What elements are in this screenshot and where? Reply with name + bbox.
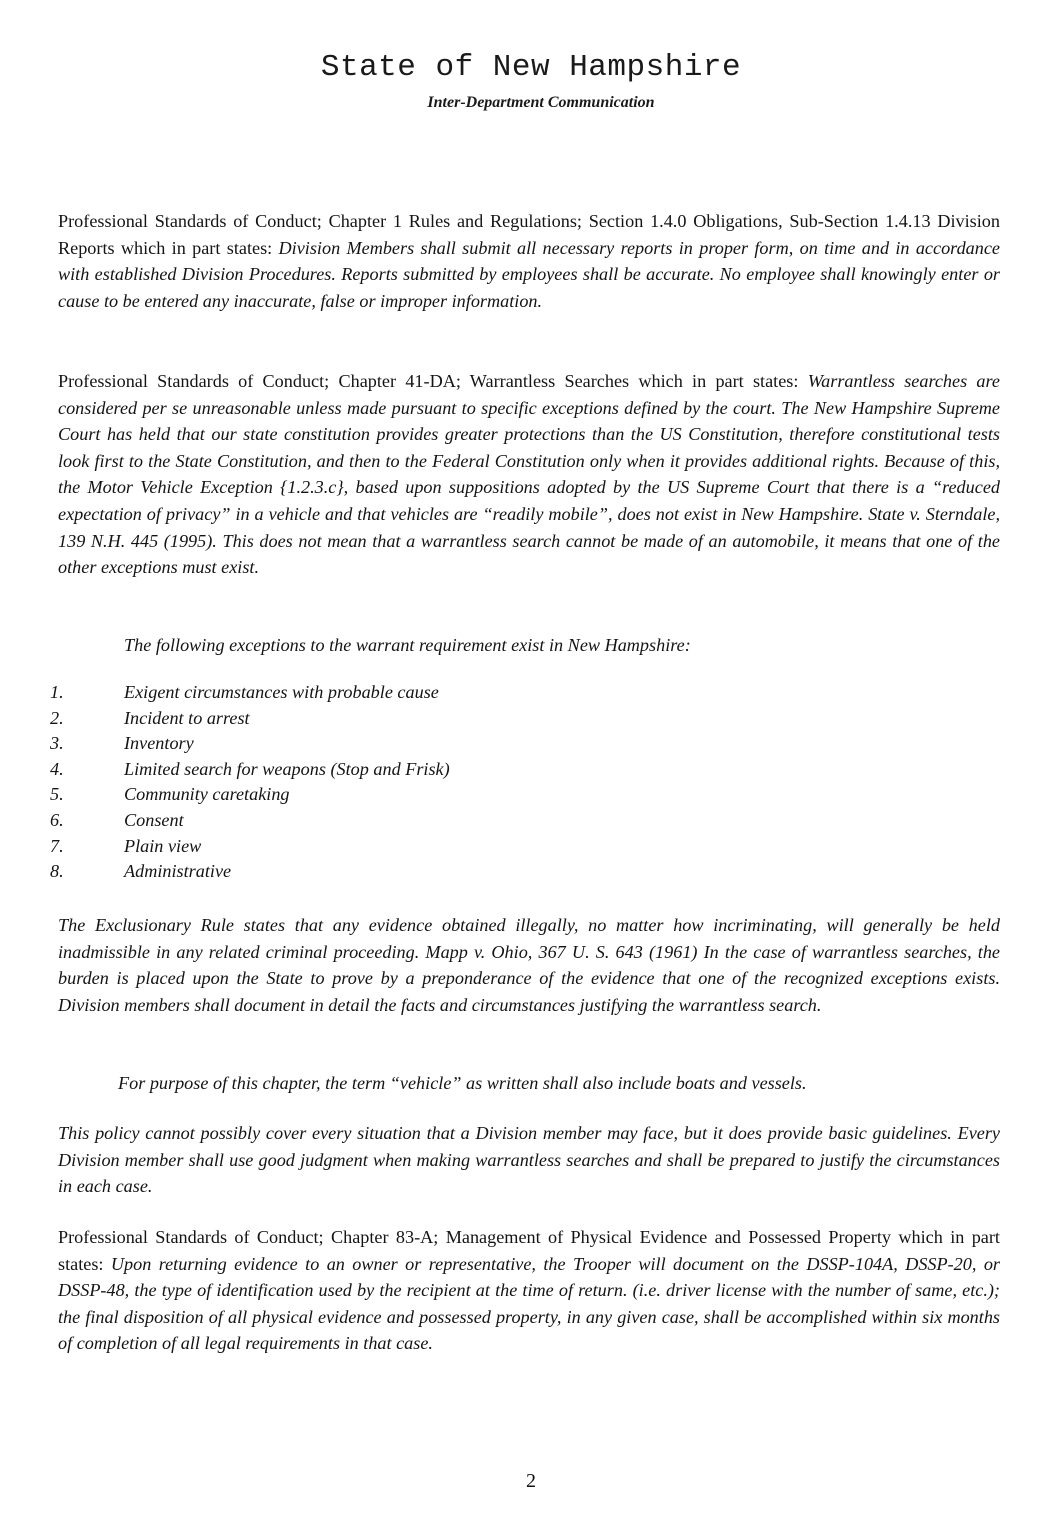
paragraph-quote: Division Members shall submit all necessary reports in proper form, on time and in accordance with established Division Procedures. Reports submitted by employees shall be accurate. No employee shall knowingly enter or cause to be entered any inaccurate, false or improper information. (58, 237, 1000, 311)
exceptions-list (50, 680, 750, 885)
paragraph-quote: Warrantless searches are considered per se unreasonable unless made pursuant to specific exceptions defined by the court. The New Hampshire Supreme Court has held that our state constitution provides greater protections than the US Constitution, therefore constitutional tests look first to the State Constitution, and then to the Federal Constitution only when it provides additional rights. Because of this, the Motor Vehicle Exception {1.2.3.c}, based upon suppositions adopted by the US Supreme Court that there is a “reduced expectation of privacy” in a vehicle and that vehicles are “readily mobile”, does not exist in New Hampshire. State v. Sterndale, 139 N.H. 445 (1995). This does not mean that a warrantless search cannot be made of an automobile, it means that one of the other exceptions must exist. (58, 371, 1000, 578)
list-item: 5. Community caretaking (50, 784, 290, 805)
list-item: 8. Administrative (50, 861, 232, 882)
page-number: 2 (526, 1470, 536, 1492)
vehicle-note: For purpose of this chapter, the term “vehicle” as written shall also include boats and vessels. (118, 1073, 807, 1093)
list-item: 2. Incident to arrest (50, 707, 250, 728)
paragraph-warrantless-searches (58, 368, 1000, 581)
paragraph-lead: Professional Standards of Conduct; Chapter 83-A; Management of Physical Evidence and Possessed Property which in part states: (58, 1227, 1000, 1274)
list-item: 3. Inventory (50, 733, 194, 754)
paragraph-physical-evidence (58, 1224, 1000, 1357)
paragraph-exclusionary-rule: The Exclusionary Rule states that any evidence obtained illegally, no matter how incriminating, will generally be held inadmissible in any related criminal proceeding. Mapp v. Ohio, 367 U. S. 643 (1961) In the case of warrantless searches, the burden is placed upon the State to prove by a preponderance of the evidence that one of the recognized exceptions exists. Division members shall document in detail the facts and circumstances justifying the warrantless search. (58, 915, 1000, 1015)
list-item: 4. Limited search for weapons (Stop and Frisk) (50, 758, 450, 779)
page-title: State of New Hampshire (320, 50, 742, 85)
list-item: 6. Consent (50, 809, 184, 830)
list-item: 7. Plain view (50, 835, 202, 856)
exceptions-intro: The following exceptions to the warrant requirement exist in New Hampshire: (124, 635, 691, 655)
paragraph-lead: Professional Standards of Conduct; Chapter 1 Rules and Regulations; Section 1.4.0 Obligations, Sub-Section 1.4.13 Division Reports which in part states: (58, 211, 1000, 258)
paragraph-lead: Professional Standards of Conduct; Chapter 41-DA; Warrantless Searches which in part states: (58, 371, 808, 391)
paragraph-policy-guidelines: This policy cannot possibly cover every situation that a Division member may face, but it does provide basic guidelines. Every Division member shall use good judgment when making warrantless searches and shall be prepared to justify the circumstances in each case. (58, 1123, 1000, 1197)
list-item: 1. Exigent circumstances with probable cause (50, 682, 439, 702)
page-subtitle: Inter-Department Communication (427, 94, 655, 111)
paragraph-quote: Upon returning evidence to an owner or representative, the Trooper will document on the DSSP-104A, DSSP-20, or DSSP-48, the type of identification used by the recipient at the time of return. (i.e. driver license with the number of same, etc.); the final disposition of all physical evidence and possessed property, in any given case, shall be accomplished within six months of completion of all legal requirements in that case. (58, 1253, 1000, 1354)
paragraph-division-reports (58, 208, 1000, 314)
